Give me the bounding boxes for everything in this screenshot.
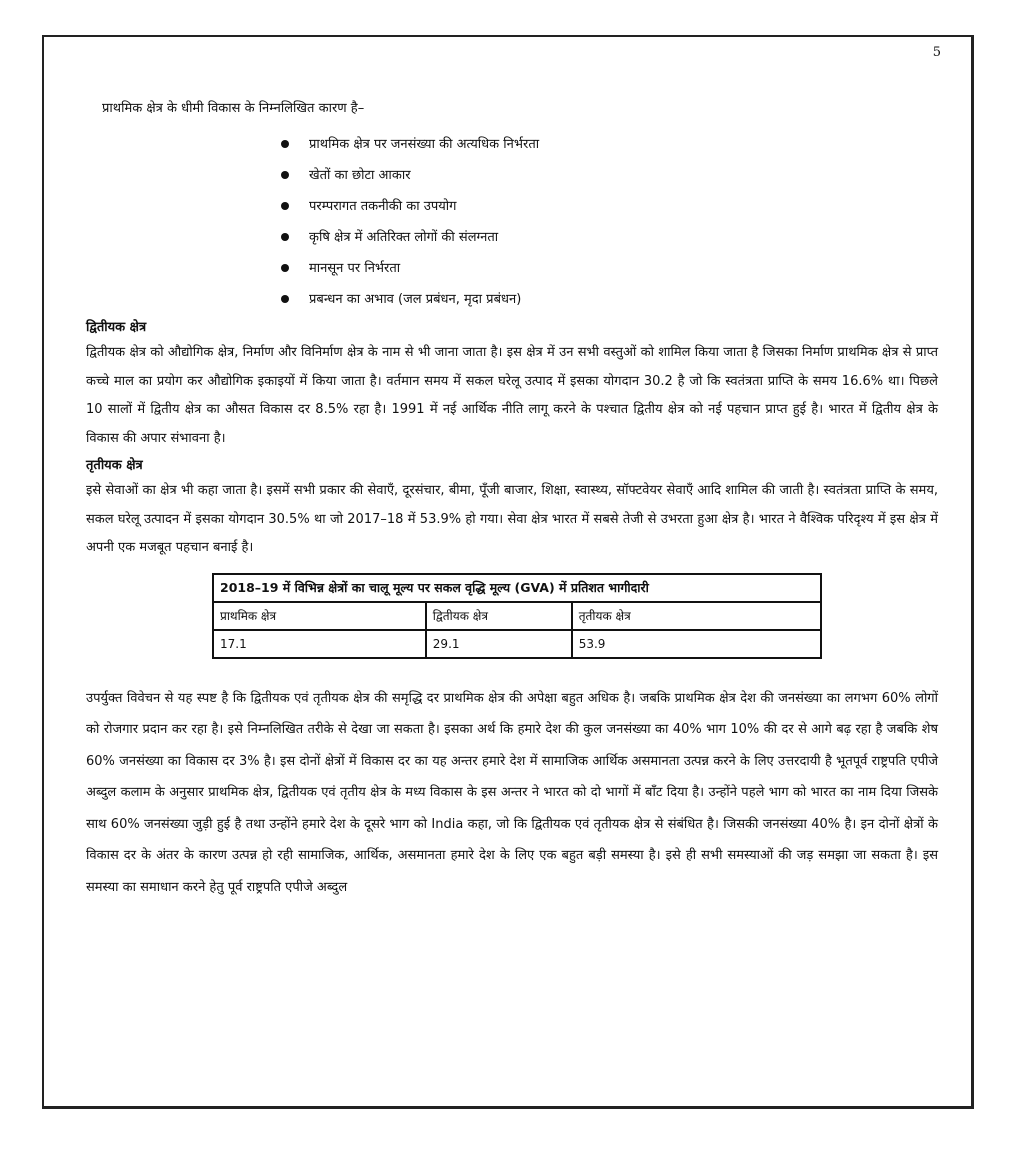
table-title-row — [213, 574, 821, 602]
table-cell-tertiary: 53.9 — [572, 630, 821, 658]
table-header-row — [213, 602, 821, 630]
causes-list — [281, 129, 938, 315]
tertiary-heading: तृतीयक क्षेत्र — [86, 458, 143, 473]
list-item: मानसून पर निर्भरता — [281, 253, 938, 284]
list-item: परम्परागत तकनीकी का उपयोग — [281, 191, 938, 222]
secondary-paragraph: द्वितीयक क्षेत्र को औद्योगिक क्षेत्र, निर्माण और विनिर्माण क्षेत्र के नाम से भी जाना जाता है। इस क्षेत्र में उन सभी वस्तुओं को शामिल किया जाता है जिसका निर्माण प्राथमिक क्षेत्र से प्राप्त कच्चे माल का प्रयोग कर औद्योगिक इकाइयों में किया जाता है। वर्तमान समय में सकल घरेलू उत्पाद में इसका योगदान 30.2 है जो कि स्वतंत्रता प्राप्ति के समय 16.6% था। पिछले 10 सालों में द्वितीय क्षेत्र का औसत विकास दर 8.5% रहा है। 1991 में नई आर्थिक नीति लागू करने के पश्चात द्वितीय क्षेत्र को नई पहचान प्राप्त हुई है। भारत में द्वितीय क्षेत्र के विकास की अपार संभावना है। — [86, 345, 938, 446]
table-title: 2018–19 में विभिन्न क्षेत्रों का चालू मूल्य पर सकल वृद्धि मूल्य (GVA) में प्रतिशत भागीदारी — [213, 574, 821, 602]
list-item: कृषि क्षेत्र में अतिरिक्त लोगों की संलग्नता — [281, 222, 938, 253]
page-frame — [42, 35, 974, 1109]
page-content — [86, 97, 938, 903]
list-item: प्रबन्धन का अभाव (जल प्रबंधन, मृदा प्रबंधन) — [281, 284, 938, 315]
page-number: 5 — [932, 45, 941, 60]
table-header-primary: प्राथमिक क्षेत्र — [213, 602, 426, 630]
table-row — [213, 630, 821, 658]
intro-line: प्राथमिक क्षेत्र के धीमी विकास के निम्नलिखित कारण है– — [102, 101, 365, 116]
table-header-tertiary: तृतीयक क्षेत्र — [572, 602, 821, 630]
table-cell-primary: 17.1 — [213, 630, 426, 658]
table-cell-secondary: 29.1 — [426, 630, 572, 658]
secondary-heading: द्वितीयक क्षेत्र — [86, 320, 147, 335]
conclusion-paragraph: उपर्युक्त विवेचन से यह स्पष्ट है कि द्वितीयक एवं तृतीयक क्षेत्र की समृद्धि दर प्राथमिक क्षेत्र की अपेक्षा बहुत अधिक है। जबकि प्राथमिक क्षेत्र देश की जनसंख्या का लगभग 60% लोगों को रोजगार प्रदान कर रहा है। इसे निम्नलिखित तरीके से देखा जा सकता है। इसका अर्थ कि हमारे देश की कुल जनसंख्या का 40% भाग 10% की दर से आगे बढ़ रहा है जबकि शेष 60% जनसंख्या का विकास दर 3% है। इस दोनों क्षेत्रों में विकास दर का यह अन्तर हमारे देश में सामाजिक आर्थिक असमानता उत्पन्न करने के लिए उत्तरदायी है भूतपूर्व राष्ट्रपति एपीजे अब्दुल कलाम के अनुसार प्राथमिक क्षेत्र, द्वितीयक एवं तृतीय क्षेत्र के मध्य विकास के इस अन्तर ने भारत को दो भागों में बाँट दिया है। उन्होंने पहले भाग को भारत का नाम दिया जिसके साथ 60% जनसंख्या जुड़ी हुई है तथा उन्होंने हमारे देश के दूसरे भाग को India कहा, जो कि द्वितीयक एवं तृतीयक क्षेत्र से संबंधित है। जिसकी जनसंख्या 40% है। इन दोनों क्षेत्रों के विकास दर के अंतर के कारण उत्पन्न हो रही सामाजिक, आर्थिक, असमानता हमारे देश के लिए एक बहुत बड़ी समस्या है। इसे ही सभी समस्याओं की जड़ समझा जा सकता है। इस समस्या का समाधान करने हेतु पूर्व राष्ट्रपति एपीजे अब्दुल — [86, 690, 938, 895]
list-item: खेतों का छोटा आकार — [281, 160, 938, 191]
gva-share-table — [212, 573, 822, 659]
list-item: प्राथमिक क्षेत्र पर जनसंख्या की अत्यधिक निर्भरता — [281, 129, 938, 160]
table-header-secondary: द्वितीयक क्षेत्र — [426, 602, 572, 630]
tertiary-paragraph: इसे सेवाओं का क्षेत्र भी कहा जाता है। इसमें सभी प्रकार की सेवाएँ, दूरसंचार, बीमा, पूँजी बाजार, शिक्षा, स्वास्थ्य, सॉफ्टवेयर सेवाएँ आदि शामिल की जाती है। स्वतंत्रता प्राप्ति के समय, सकल घरेलू उत्पादन में इसका योगदान 30.5% था जो 2017–18 में 53.9% हो गया। सेवा क्षेत्र भारत में सबसे तेजी से उभरता हुआ क्षेत्र है। भारत ने वैश्विक परिदृश्य में इस क्षेत्र में अपनी एक मजबूत पहचान बनाई है। — [86, 483, 939, 555]
